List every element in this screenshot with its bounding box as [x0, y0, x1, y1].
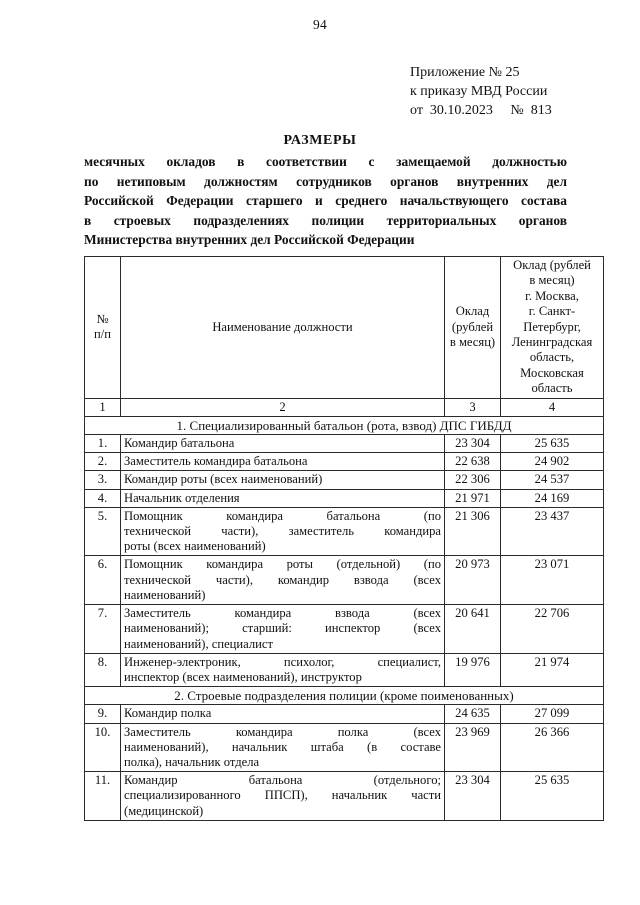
header-salary-capital-line-2: в месяц)	[529, 273, 575, 288]
table-section-heading-row	[85, 416, 604, 434]
subtitle-line-4: в строевых подразделениях полиции территориальных органов	[84, 212, 567, 228]
subtitle-line-5: Министерства внутренних дел Российской Федерации	[84, 232, 415, 248]
subtitle-line-3: Российской Федерации старшего и среднего начальствующего состава	[84, 193, 567, 209]
position-name-line: инспектор (всех наименований), инструктор	[124, 669, 362, 684]
salary-base-cell: 20 973	[445, 556, 501, 605]
header-cell-salary-base	[445, 257, 501, 399]
row-number-cell: 9.	[85, 705, 121, 723]
position-name-line: технической части), командир взвода (всех	[124, 572, 441, 587]
salary-base-cell: 21 306	[445, 507, 501, 556]
salary-base-cell: 24 635	[445, 705, 501, 723]
position-name-line: Заместитель командира взвода (всех	[124, 606, 441, 621]
table-row	[85, 772, 604, 821]
header-position-name-label: Наименование должности	[212, 319, 353, 334]
row-number-cell: 5.	[85, 507, 121, 556]
appendix-line-1: Приложение № 25	[410, 65, 520, 80]
position-name-line: Помощник командира роты (отдельной) (по	[124, 557, 441, 572]
position-name-line: Помощник командира батальона (по	[124, 508, 441, 523]
position-name-cell	[121, 605, 445, 654]
table-header-row	[85, 257, 604, 399]
column-number-row	[85, 398, 604, 416]
position-name-cell: Командир роты (всех наименований)	[121, 471, 445, 489]
salary-capital-cell: 21 974	[501, 653, 604, 686]
salary-base-cell: 19 976	[445, 653, 501, 686]
header-salary-capital-line-8: Московская	[520, 365, 584, 380]
row-number-cell: 11.	[85, 772, 121, 821]
table-section-heading: 2. Строевые подразделения полиции (кроме поименованных)	[85, 687, 604, 705]
column-number-1: 1	[85, 398, 121, 416]
salary-capital-cell: 27 099	[501, 705, 604, 723]
position-name-cell: Заместитель командира батальона	[121, 453, 445, 471]
document-title: РАЗМЕРЫ	[283, 133, 357, 148]
appendix-reference-block	[410, 63, 552, 120]
table-row	[85, 653, 604, 686]
position-name-cell	[121, 507, 445, 556]
salary-capital-cell: 24 902	[501, 453, 604, 471]
header-salary-base-line-2: (рублей	[451, 319, 494, 334]
position-name-cell: Командир полка	[121, 705, 445, 723]
salary-capital-cell: 23 071	[501, 556, 604, 605]
salary-base-cell: 20 641	[445, 605, 501, 654]
subtitle-line-1: месячных окладов в соответствии с замещаемой должностью	[84, 154, 567, 169]
position-name-line: (медицинской)	[124, 803, 204, 818]
row-number-cell: 4.	[85, 489, 121, 507]
salary-capital-cell: 25 635	[501, 435, 604, 453]
salary-capital-cell: 22 706	[501, 605, 604, 654]
salary-base-cell: 21 971	[445, 489, 501, 507]
salary-capital-cell: 25 635	[501, 772, 604, 821]
row-number-cell: 8.	[85, 653, 121, 686]
position-name-line: Инженер-электроник, психолог, специалист,	[124, 654, 441, 669]
header-number-line-2: п/п	[94, 327, 111, 342]
salary-base-cell: 23 304	[445, 772, 501, 821]
position-name-line: технической части), заместитель командира	[124, 524, 441, 539]
salary-base-cell: 23 969	[445, 723, 501, 772]
header-salary-capital-line-9: область	[531, 381, 573, 396]
position-name-line: наименований)	[124, 587, 206, 602]
page-number: 94	[313, 17, 327, 32]
table-row	[85, 489, 604, 507]
row-number-cell: 2.	[85, 453, 121, 471]
column-number-2: 2	[121, 398, 445, 416]
table-row	[85, 453, 604, 471]
row-number-cell: 7.	[85, 605, 121, 654]
position-name-cell	[121, 772, 445, 821]
table-head	[85, 257, 604, 417]
row-number-cell: 10.	[85, 723, 121, 772]
position-name-cell: Начальник отделения	[121, 489, 445, 507]
table-row	[85, 705, 604, 723]
table-section-heading-row	[85, 687, 604, 705]
table-section-heading: 1. Специализированный батальон (рота, взвод) ДПС ГИБДД	[85, 416, 604, 434]
row-number-cell: 6.	[85, 556, 121, 605]
salary-capital-cell: 23 437	[501, 507, 604, 556]
header-salary-capital-line-5: Петербург,	[523, 319, 581, 334]
position-name-line: Командир батальона (отдельного;	[124, 773, 441, 788]
table-body	[85, 416, 604, 820]
header-salary-capital-line-1: Оклад (рублей	[513, 258, 591, 272]
table-row	[85, 435, 604, 453]
position-name-line: наименований), начальник штаба (в составе	[124, 739, 441, 754]
salary-table	[84, 256, 604, 821]
salary-base-cell: 22 306	[445, 471, 501, 489]
header-salary-capital-line-6: Ленинградская	[511, 335, 593, 350]
position-name-cell	[121, 556, 445, 605]
position-name-line: полка), начальник отдела	[124, 754, 260, 769]
document-subtitle-paragraph	[84, 152, 567, 250]
salary-base-cell: 22 638	[445, 453, 501, 471]
table-row	[85, 723, 604, 772]
table-row	[85, 556, 604, 605]
header-salary-base-line-3: в месяц)	[449, 335, 496, 350]
appendix-line-2: к приказу МВД России	[410, 84, 548, 99]
salary-capital-cell: 26 366	[501, 723, 604, 772]
table-row	[85, 507, 604, 556]
header-number-line-1: №	[96, 311, 109, 326]
column-number-4: 4	[501, 398, 604, 416]
row-number-cell: 3.	[85, 471, 121, 489]
header-cell-position-name	[121, 257, 445, 399]
position-name-line: роты (всех наименований)	[124, 539, 266, 554]
salary-capital-cell: 24 169	[501, 489, 604, 507]
header-salary-capital-line-4: г. Санкт-	[528, 304, 576, 319]
header-cell-salary-capital	[501, 257, 604, 399]
appendix-line-3: от 30.10.2023 № 813	[410, 103, 552, 118]
subtitle-line-2: по нетиповым должностям сотрудников органов внутренних дел	[84, 173, 567, 189]
position-name-line: специализированного ППСП), начальник части	[124, 788, 441, 803]
header-cell-number	[85, 257, 121, 399]
position-name-line: наименований), специалист	[124, 636, 273, 651]
table-row	[85, 605, 604, 654]
salary-capital-cell: 24 537	[501, 471, 604, 489]
position-name-cell	[121, 653, 445, 686]
table-row	[85, 471, 604, 489]
position-name-line: наименований); старший: инспектор (всех	[124, 621, 441, 636]
position-name-cell: Командир батальона	[121, 435, 445, 453]
header-salary-capital-line-3: г. Москва,	[525, 288, 579, 303]
row-number-cell: 1.	[85, 435, 121, 453]
salary-base-cell: 23 304	[445, 435, 501, 453]
column-number-3: 3	[445, 398, 501, 416]
header-salary-base-line-1: Оклад	[455, 304, 490, 319]
header-salary-capital-line-7: область,	[529, 350, 575, 365]
position-name-line: Заместитель командира полка (всех	[124, 724, 441, 739]
position-name-cell	[121, 723, 445, 772]
